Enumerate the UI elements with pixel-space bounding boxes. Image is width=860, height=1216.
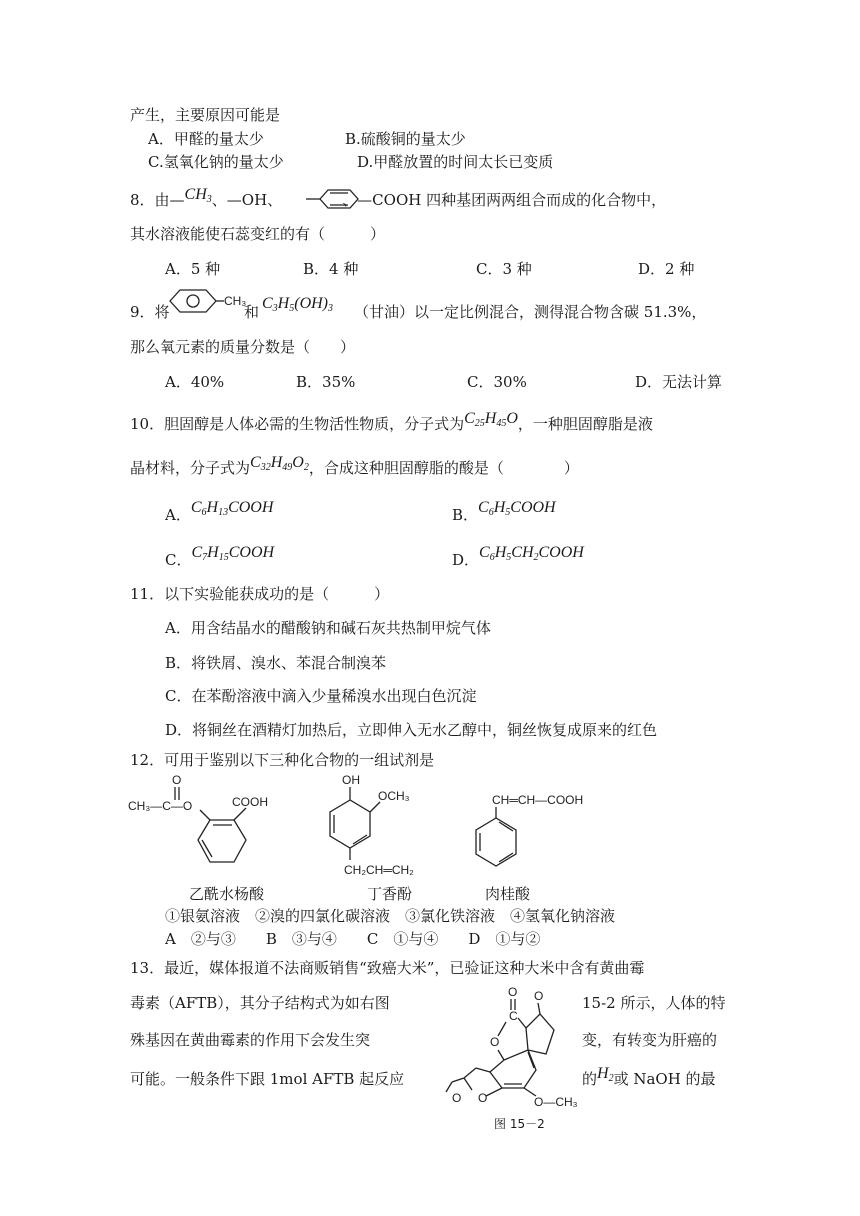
svg-text:O: O <box>452 1091 462 1105</box>
aflatoxin-structure <box>442 984 582 1112</box>
svg-text:OH: OH <box>342 773 360 787</box>
q12-name-acetylsalicylic-acid: 乙酰水杨酸 <box>189 885 265 903</box>
svg-text:CH═CH—COOH: CH═CH—COOH <box>492 793 584 807</box>
toluene-ch3-label: CH₃ <box>224 294 246 308</box>
q9-post: （甘油）以一定比例混合，测得混合物含碳 51.3%， <box>354 303 707 321</box>
q13-line2-right: 15-2 所示，人体的特 <box>582 994 726 1012</box>
q8-option-b: B．4 种 <box>303 260 359 278</box>
q8-post: 、—COOH 四种基团两两组合而成的化合物中， <box>342 191 667 209</box>
q8-option-a: A．5 种 <box>165 260 221 278</box>
q13-line3-right: 变，有转变为肝癌的 <box>582 1031 718 1049</box>
q7-option-b: B.硫酸铜的量太少 <box>345 130 466 148</box>
svg-text:C: C <box>509 1009 518 1023</box>
q7-tail: 产生，主要原因可能是 <box>130 106 281 124</box>
svg-text:CH₃—C—O: CH₃—C—O <box>128 799 193 813</box>
q13-line4-right: 的H2或 NaOH 的最 <box>582 1065 716 1088</box>
q8-pre: 8．由— <box>130 191 185 209</box>
q10-cholesterol-formula: C25H45O <box>464 410 518 429</box>
q10-ester-formula: C32H49O2 <box>250 454 309 473</box>
svg-text:O: O <box>534 989 544 1003</box>
q13-h2: H2 <box>597 1065 614 1084</box>
acetylsalicylic-acid-structure <box>128 772 288 882</box>
q9-option-d: D．无法计算 <box>635 373 723 391</box>
q8-ch3: CH3 <box>184 186 212 205</box>
q8-stem-line1 <box>130 186 667 213</box>
phenyl-structure <box>306 188 370 210</box>
q10-option-d: D．C6H5CH2COOH <box>452 544 584 569</box>
q9-pre: 9．将 <box>130 303 170 321</box>
q8-option-c: C．3 种 <box>476 260 532 278</box>
q10-option-a: A．C6H13COOH <box>165 499 274 524</box>
q13-line2-left: 毒素（AFTB），其分子结构式为如右图 <box>130 994 390 1012</box>
q9-option-c: C．30% <box>467 373 527 391</box>
svg-text:O: O <box>508 985 518 999</box>
q13-line3-left: 殊基因在黄曲霉素的作用下会发生突 <box>130 1031 371 1049</box>
toluene-structure <box>166 288 246 314</box>
q12-options: A ②与③ B ③与④ C ①与④ D ①与② <box>165 930 541 948</box>
q12-reagents: ①银氨溶液 ②溴的四氯化碳溶液 ③氯化铁溶液 ④氢氧化钠溶液 <box>165 907 616 925</box>
q9-option-a: A．40% <box>165 373 225 391</box>
q13-line4-left: 可能。一般条件下跟 1mol AFTB 起反应 <box>130 1070 405 1088</box>
svg-text:COOH: COOH <box>232 795 268 809</box>
q8-mid: 、—OH、 <box>211 191 283 209</box>
q8-option-d: D．2 种 <box>638 260 695 278</box>
figure-caption: 图 15－2 <box>494 1117 545 1131</box>
q9-and: 和 <box>244 303 260 321</box>
svg-text:CH₂CH═CH₂: CH₂CH═CH₂ <box>344 863 414 877</box>
q10-option-c: C．C7H15COOH <box>165 544 275 569</box>
q7-option-d: D.甲醛放置的时间太长已变质 <box>357 153 554 171</box>
svg-text:O: O <box>172 773 182 787</box>
q10-stem-line1: 10．胆固醇是人体必需的生物活性物质，分子式为C25H45O，一种胆固醇脂是液 <box>130 410 653 433</box>
svg-text:O: O <box>490 1035 500 1049</box>
q9-stem-line2: 那么氧元素的质量分数是（ ） <box>130 338 356 356</box>
q11-option-b: B．将铁屑、溴水、苯混合制溴苯 <box>165 654 387 672</box>
q10-option-b: B．C6H5COOH <box>452 499 556 524</box>
q12-name-cinnamic-acid: 肉桂酸 <box>485 885 531 903</box>
q12-name-eugenol: 丁香酚 <box>367 885 413 903</box>
q11-option-d: D．将铜丝在酒精灯加热后，立即伸入无水乙醇中，铜丝恢复成原来的红色 <box>165 721 658 739</box>
q10-stem-line2: 晶材料，分子式为C32H49O2，合成这种胆固醇脂的酸是（ ） <box>130 454 579 477</box>
q11-option-c: C．在苯酚溶液中滴入少量稀溴水出现白色沉淀 <box>165 687 477 705</box>
q13-line1: 13．最近，媒体报道不法商贩销售“致癌大米”，已验证这种大米中含有黄曲霉 <box>130 959 645 977</box>
q8-stem-line2: 其水溶液能使石蕊变红的有（ ） <box>130 225 386 243</box>
q11-stem: 11．以下实验能获成功的是（ ） <box>130 585 390 603</box>
eugenol-structure <box>322 772 452 882</box>
q7-option-a: A．甲醛的量太少 <box>148 130 264 148</box>
q9-glycerol-formula: C3H5(OH)3 <box>262 295 333 314</box>
svg-text:OCH₃: OCH₃ <box>378 789 410 803</box>
q12-stem: 12．可用于鉴别以下三种化合物的一组试剂是 <box>130 751 435 769</box>
q11-option-a: A．用含结晶水的醋酸钠和碱石灰共热制甲烷气体 <box>165 619 491 637</box>
svg-text:O: O <box>478 1091 488 1105</box>
svg-text:O—CH₃: O—CH₃ <box>534 1095 578 1109</box>
q9-option-b: B．35% <box>296 373 356 391</box>
q7-option-c: C.氢氧化钠的量太少 <box>148 153 284 171</box>
